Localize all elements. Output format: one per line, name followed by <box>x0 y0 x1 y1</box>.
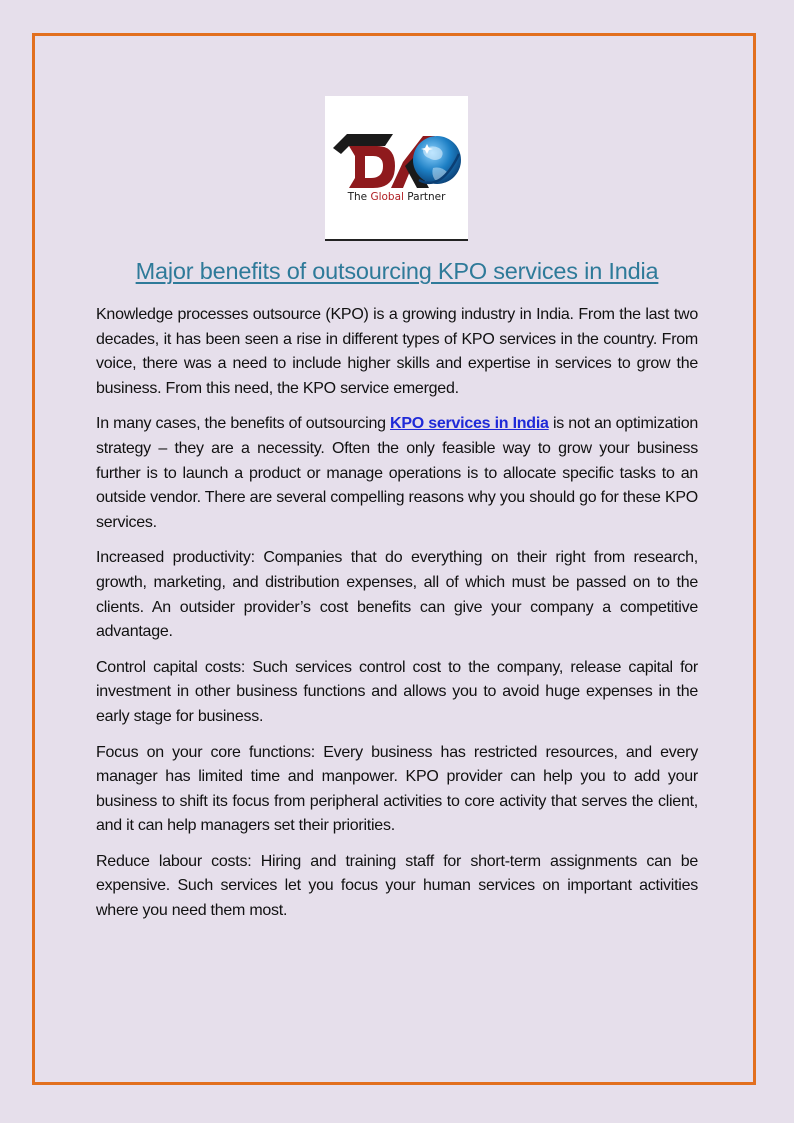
logo-tagline <box>325 191 468 203</box>
paragraph-benefits <box>96 412 698 535</box>
page-title: Major benefits of outsourcing KPO services in India <box>135 258 659 284</box>
paragraph-benefits-rest: is not an optimization strategy – they are a necessity. Often the only feasible way to grow your business further is to launch a product or manage operations is to allocate specific tasks to an outside vendor. There are several compelling reasons why you should go for these KPO services. <box>96 415 699 531</box>
logo-tagline-suffix: Partner <box>403 191 446 203</box>
paragraph-labour-costs: Reduce labour costs: Hiring and training staff for short-term assignments can be expensive. Such services let you focus your human services on important activities where you need them most. <box>96 852 698 920</box>
kpo-services-link[interactable]: KPO services in India <box>390 415 549 433</box>
logo-tagline-accent: Global <box>370 191 404 203</box>
paragraph-benefits-lead: In many cases, the benefits of outsourcing <box>96 415 391 433</box>
logo-tagline-prefix: The <box>347 191 371 203</box>
article-body <box>96 303 698 935</box>
paragraph-intro: Knowledge processes outsource (KPO) is a growing industry in India. From the last two decades, it has been seen a rise in different types of KPO services in the country. From voice, there was a need to include higher skills and expertise in services to grow the business. From this need, the KPO service emerged. <box>96 306 698 397</box>
logo-mark-icon <box>325 96 468 191</box>
paragraph-capital-costs: Control capital costs: Such services control cost to the company, release capital for investment in other business functions and allows you to avoid huge expenses in the early stage for business. <box>96 658 698 725</box>
paragraph-core-functions: Focus on your core functions: Every business has restricted resources, and every manager has limited time and manpower. KPO provider can help you to add your business to shift its focus from peripheral activities to core activity that serves the client, and it can help managers set their priorities. <box>96 743 698 835</box>
paragraph-productivity: Increased productivity: Companies that do everything on their right from research, growth, marketing, and distribution expenses, all of which must be passed on to the clients. An outsider provider’s cost benefits can give your company a competitive advantage. <box>96 549 698 641</box>
company-logo <box>325 96 468 241</box>
